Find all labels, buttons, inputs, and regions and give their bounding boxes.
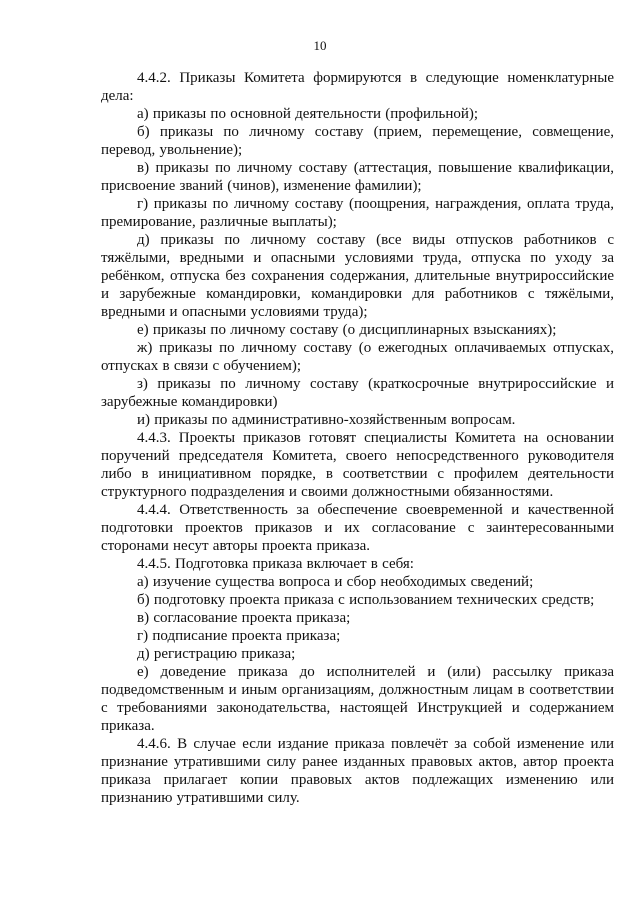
paragraph-4-4-4: 4.4.4. Ответственность за обеспечение своевременной и качественной подготовки проектов приказов и их согласование с заинтересованными сторонами несут авторы проекта приказа. [101, 502, 614, 554]
paragraph-4-4-2: 4.4.2. Приказы Комитета формируются в следующие номенклатурные дела: [101, 70, 614, 104]
list-item-g: г) приказы по личному составу (поощрения, награждения, оплата труда, премирование, различные выплаты); [101, 196, 614, 230]
list-item-d: д) приказы по личному составу (все виды отпусков работников с тяжёлыми, вредными и опасными условиями труда, отпуска по уходу за ребёнком, отпуска без сохранения содержания, длительные внутрироссийские и зарубежные командировки, командировки для работников с тяжёлыми, вредными и опасными условиями труда); [101, 232, 614, 320]
step-item-v: в) согласование проекта приказа; [137, 610, 351, 626]
list-item-a: а) приказы по основной деятельности (профильной); [137, 106, 479, 122]
step-item-a: а) изучение существа вопроса и сбор необходимых сведений; [137, 574, 534, 590]
list-item-v: в) приказы по личному составу (аттестация, повышение квалификации, присвоение званий (чинов), изменение фамилии); [101, 160, 614, 194]
list-item-b: б) приказы по личному составу (прием, перемещение, совмещение, перевод, увольнение); [101, 124, 614, 158]
step-item-g: г) подписание проекта приказа; [137, 628, 341, 644]
page-number: 10 [313, 38, 327, 53]
step-item-e: е) доведение приказа до исполнителей и (или) рассылку приказа подведомственным и иным организациям, должностным лицам в соответствии с требованиями законодательства, настоящей Инструкцией и содержанием приказа. [101, 664, 614, 734]
paragraph-4-4-6: 4.4.6. В случае если издание приказа повлечёт за собой изменение или признание утратившими силу ранее изданных правовых актов, автор проекта приказа прилагает копии правовых актов подлежащих изменению или признанию утратившими силу. [101, 736, 614, 806]
list-item-zh: ж) приказы по личному составу (о ежегодных оплачиваемых отпусках, отпусках в связи с обучением); [101, 340, 614, 374]
list-item-i: и) приказы по административно-хозяйственным вопросам. [137, 412, 516, 428]
paragraph-4-4-5: 4.4.5. Подготовка приказа включает в себя: [137, 556, 414, 572]
step-item-d: д) регистрацию приказа; [137, 646, 296, 662]
step-item-b: б) подготовку проекта приказа с использованием технических средств; [137, 592, 595, 608]
list-item-z: з) приказы по личному составу (краткосрочные внутрироссийские и зарубежные командировки) [101, 376, 614, 410]
paragraph-4-4-3: 4.4.3. Проекты приказов готовят специалисты Комитета на основании поручений председателя Комитета, своего непосредственного руководителя либо в инициативном порядке, в соответствии с профилем деятельности структурного подразделения и своими должностными обязанностями. [101, 430, 614, 500]
document-body [101, 69, 614, 807]
list-item-e: е) приказы по личному составу (о дисциплинарных взысканиях); [137, 322, 557, 338]
